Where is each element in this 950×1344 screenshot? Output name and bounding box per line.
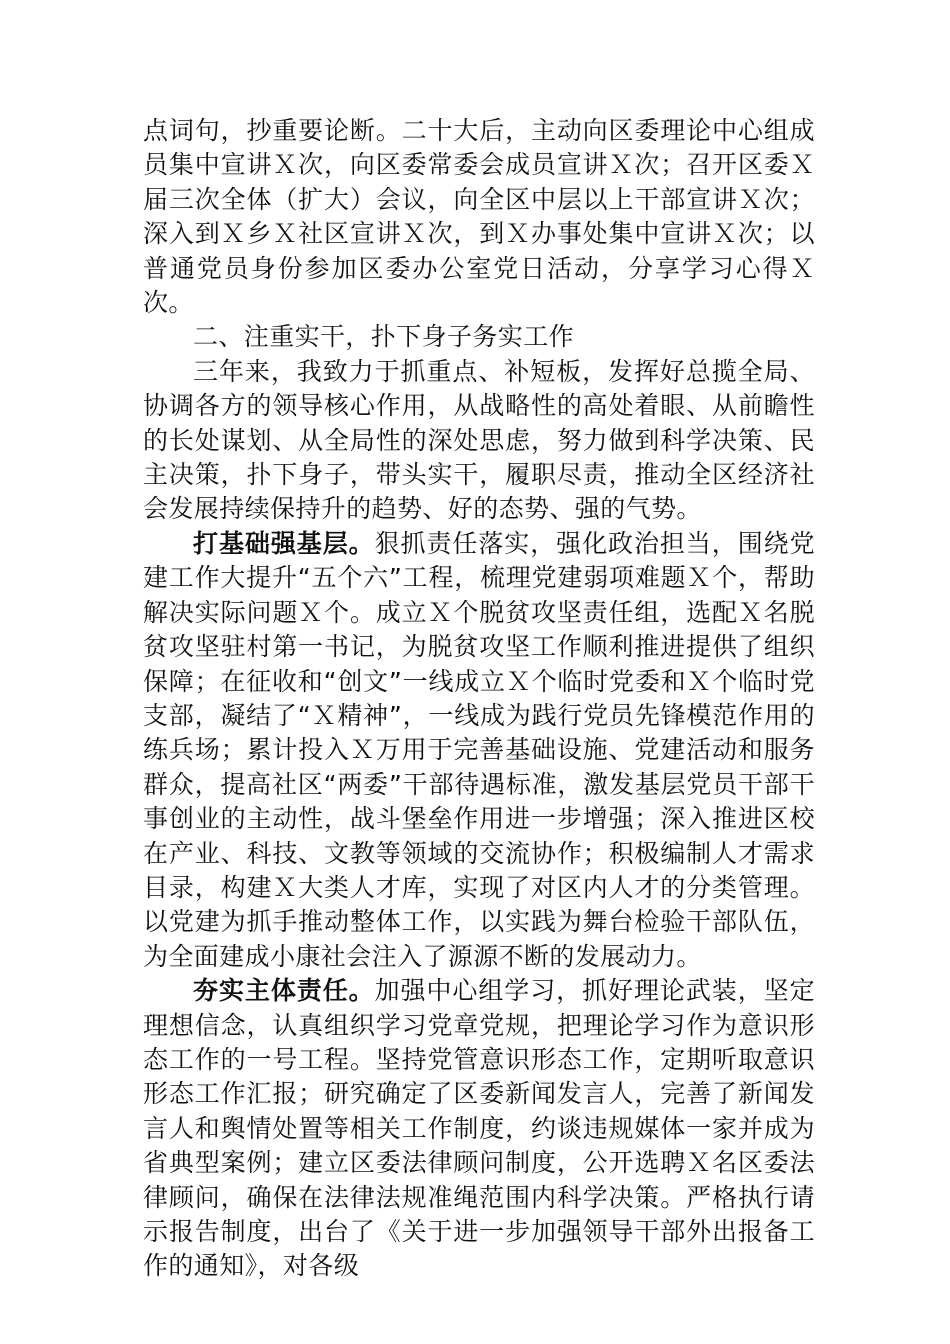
paragraph-lead: 夯实主体责任。 bbox=[193, 976, 375, 1006]
paragraph-text: 三年来，我致力于抓重点、补短板，发挥好总揽全局、协调各方的领导核心作用，从战略性的高处着眼、从前瞻性的长处谋划、从全局性的深处思虑，努力做到科学决策、民主决策，扑下身子，带头实干，履职尽责，推动全区经济社会发展持续保持升的趋势、好的态势、强的气势。 bbox=[143, 356, 815, 524]
paragraph-responsibility bbox=[143, 974, 815, 1284]
paragraph-text: 加强中心组学习，抓好理论武装，坚定理想信念，认真组织学习党章党规，把理论学习作为意识形态工作的一号工程。坚持党管意识形态工作，定期听取意识形态工作汇报；研究确定了区委新闻发言人，完善了新闻发言人和舆情处置等相关工作制度，约谈违规媒体一家并成为省典型案例；建立区委法律顾问制度，公开选聘Ｘ名区委法律顾问，确保在法律法规准绳范围内科学决策。严格执行请示报告制度，出台了《关于进一步加强领导干部外出报备工作的通知》，对各级 bbox=[143, 976, 815, 1281]
paragraph-intro bbox=[143, 355, 815, 527]
paragraph-text: 狠抓责任落实，强化政治担当，围绕党建工作大提升“五个六”工程，梳理党建弱项难题Ｘ个，帮助解决实际问题Ｘ个。成立Ｘ个脱贫攻坚责任组，选配Ｘ名脱贫攻坚驻村第一书记，为脱贫攻坚工作顺利推进提供了组织保障；在征收和“创文”一线成立Ｘ个临时党委和Ｘ个临时党支部，凝结了“Ｘ精神”，一线成为践行党员先锋模范作用的练兵场；累计投入Ｘ万用于完善基础设施、党建活动和服务群众，提高社区“两委”干部待遇标准，激发基层党员干部干事创业的主动性，战斗堡垒作用进一步增强；深入推进区校在产业、科技、文教等领域的交流协作；积极编制人才需求目录，构建Ｘ大类人才库，实现了对区内人才的分类管理。以党建为抓手推动整体工作，以实践为舞台检验干部队伍，为全面建成小康社会注入了源源不断的发展动力。 bbox=[143, 528, 815, 971]
section-heading bbox=[143, 320, 815, 354]
paragraph-lead: 打基础强基层。 bbox=[193, 528, 375, 558]
section-heading-text: 二、注重实干，扑下身子务实工作 bbox=[193, 322, 575, 352]
document-page bbox=[143, 114, 815, 1284]
paragraph-continued bbox=[143, 114, 815, 320]
paragraph-text: 点词句，抄重要论断。二十大后，主动向区委理论中心组成员集中宣讲Ｘ次，向区委常委会成员宣讲Ｘ次；召开区委Ｘ届三次全体（扩大）会议，向全区中层以上干部宣讲Ｘ次；深入到Ｘ乡Ｘ社区宣讲Ｘ次，到Ｘ办事处集中宣讲Ｘ次；以普通党员身份参加区委办公室党日活动，分享学习心得Ｘ次。 bbox=[143, 116, 815, 318]
paragraph-grassroots bbox=[143, 527, 815, 974]
